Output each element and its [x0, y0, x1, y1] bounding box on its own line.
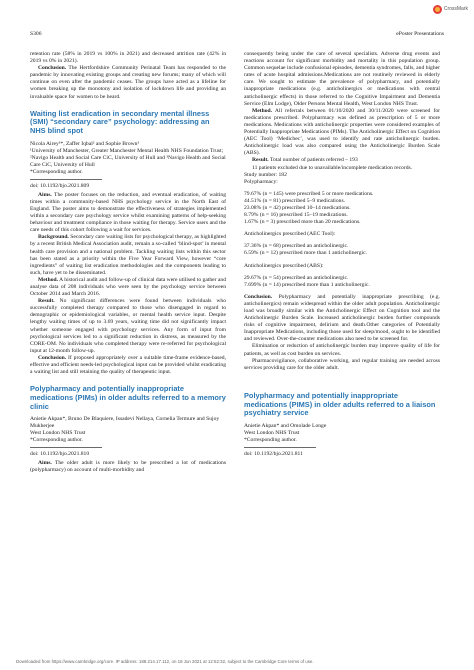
conclusion-paragraph-r [244, 294, 440, 344]
article-affiliation: ¹University of Manchester, Greater Manchester Mental Health NHS Foundation Trust; ²Navigo Health and Social Care CiC, University of Hull and ³Navigo Health and Social Care CiC, University of Hull [30, 147, 226, 168]
left-column [30, 51, 226, 475]
divider-3 [30, 447, 102, 448]
article-authors: Nicola Airey¹*, Zaffer Iqbal² and Sophie Brown³ [30, 140, 140, 147]
conclusion-label: Conclusion. [38, 65, 67, 72]
list-item: 7.699% (n = 14) prescribed more than 1 anticholinergic. [244, 281, 370, 288]
background-label: Background. [38, 234, 69, 241]
method-label: Method. [38, 276, 59, 283]
article-affiliation-4: West London NHS Trust [244, 429, 300, 436]
result-label: Result. [38, 298, 55, 305]
article-authors-4: Anietie Akpan* and Omolade Longe [244, 422, 327, 429]
page-number: S306 [30, 31, 42, 37]
method-paragraph [30, 277, 226, 298]
excluded-line: 11 patients excluded due to unavailable/incomplete medication records. [252, 164, 413, 171]
conclusion-paragraph [30, 65, 226, 100]
abs-heading: Anticholinergics prescribed (ABS): [244, 262, 324, 269]
conclusion-paragraph-2 [30, 355, 226, 376]
list-item: 23.08% (n = 42) prescribed 10–14 medications. [244, 204, 351, 211]
article-doi[interactable]: doi: 10.1192/bjo.2021.809 [30, 182, 90, 189]
crossmark-badge[interactable] [433, 4, 468, 14]
list-item: 37.36% (n = 68) prescribed an anticholinergic. [244, 243, 349, 250]
result-text: No significant differences were found between individuals who successfully completed therapy compared to those who disengaged in regard to demographic or epidemiological variables, or mental health service input. Despite lengthy waiting times of up to 3.69 years, waiting time did not significantly impact whether someone engaged with psychology services. Any form of input from psychological services led to a significant reduction in distress, as measured by the CORE-OM. No individuals who completed therapy were re-referred for psychological input at 12-month follow-up. [30, 298, 226, 354]
result-paragraph [30, 298, 226, 355]
article-authors-3: Anietie Akpan*, Bruno De Blaquiere, Issadevi Nellaya, Cornelia Termure and Sujoy Mukherjee [30, 416, 220, 430]
method-label-r: Method. [252, 107, 273, 114]
divider [30, 179, 102, 180]
method-text: A historical audit and follow-up of clinical data were utilised to gather and analyse data of 208 individuals who were seen by the psychology service between October 2014 and March 2016. [30, 276, 226, 298]
pharmacovigilance-paragraph: Pharmacovigilance, collaborative working, and regular training are needed across services providing care for the older adult. [244, 357, 440, 371]
article-title-liaison: Polypharmacy and potentially inappropriate medications (PIMS) in older adults referred to a liaison psychiatry service [244, 390, 436, 418]
result-text-r: Total number of patients referred – 193 [268, 157, 358, 164]
article-doi-3[interactable]: doi: 10.1192/bjo.2021.810 [30, 451, 90, 458]
list-item: 79.67% (n = 145) were prescribed 5 or more medications. [244, 190, 374, 197]
page-header [30, 30, 444, 42]
retention-paragraph: retention rate (58% in 2019 vs 100% in 2021) and decreased attrition rate (42% in 2019 vs 0% in 2021). [30, 51, 226, 65]
download-footer: Downloaded from https://www.cambridge.org/core. IP address: 188.214.17.112, on 18 Jun 2021 at 12:52:32, subject to the Cambridge Core terms of use. [16, 659, 314, 664]
result-paragraph-r [244, 157, 440, 164]
background-paragraph [30, 234, 226, 277]
article-title-memory-clinic: Polypharmacy and potentially inappropriate medications (PIMs) in older adults referred to a memory clinic [30, 384, 226, 411]
list-item: 8.79% (n = 16) prescribed 15–19 medications. [244, 212, 348, 219]
corresponding-author-4: *Corresponding author. [244, 436, 297, 443]
section-title: ePoster Presentations [396, 31, 444, 37]
conclusion-label-2: Conclusion. [38, 354, 67, 361]
elimination-paragraph: Elimination or reduction of anticholinergic burden may improve quality of life for patients, as well as cost burden on services. [244, 343, 440, 357]
conclusion-text-r: Polypharmacy and potentially inappropriate prescribing (e.g. anticholinergics) remain widespread within the older adult population. Anticholinergic load was broadly similar with the Anticholinergic Effect on Cognition tool and the Anticholinergic Burden Scale. Increased anticholinergic burden further compounds risks of cognitive impairment, delirium and death.Other categories of Potentially Inappropriate Medications, including those used for sleep/mood, ought to be identified and reviewed. Over-the-counter medications also need to be screened for. [244, 293, 440, 343]
conclusion-label-r: Conclusion. [244, 293, 273, 300]
article-affiliation-3: West London NHS Trust [30, 430, 86, 437]
article-doi-4[interactable]: doi: 10.1192/bjo.2021.811 [244, 450, 303, 457]
method-text-r: All referrals between 01/10/2020 and 30/11/2020 were screened for medications prescribed. Polypharmacy was defined as prescription of 5 or more medications. Medications with anticholinergic properties were considered examples of Potentially Inappropriate Medications (PIMs). The Anticholinergic Effect on Cognition (AEC Tool) ‘Medichec’, was used to identify and rate anticholinergic burden. Anticholinergic load was also compared using the Anticholinergic Burden Scale (ABS). [244, 107, 440, 157]
intro-paragraph: consequently being under the care of several specialists. Adverse drug events and reactions account for significant morbidity and mortality in this population group. Common sequelae include confusional episodes, dementia syndromes, falls, and higher rates of acute hospital admissions.Medications are not routinely reviewed in elderly care. We sought to estimate the prevalence of polypharmacy, and potentially inappropriate medications (e.g. anticholinergics or medications with central anticholinergic effects) in those referred to the Cognitive Impairment and Dementia Service (Elm Lodge), Older Persons Mental Health, West London NHS Trust. [244, 51, 440, 107]
crossmark-label: CrossMark [443, 6, 468, 12]
aims-paragraph [30, 192, 226, 235]
divider-4 [244, 447, 316, 448]
corresponding-author: *Corresponding author. [30, 168, 83, 175]
result-label-r: Result. [252, 157, 269, 164]
conclusion-text-2: If proposed appropriately over a suitable time-frame evidence-based, effective and efficient needs-led psychological input can be provided whilst eradicating a waiting list and still retaining the quality of therapeutic input. [30, 354, 226, 376]
aec-heading: Anticholinergics prescribed (AEC Tool): [244, 231, 336, 238]
aims-text-3: The older adult is more likely to be prescribed a lot of medications (polypharmacy) on account of multi-morbidity and [30, 460, 226, 474]
study-number: Study number: 182 [244, 171, 287, 178]
right-column [244, 51, 440, 460]
crossmark-icon [433, 5, 442, 14]
article-title-waiting-list: Waiting list eradication in secondary mental illness (SMI) “secondary care” psychology: addressing an NHS blind spot [30, 108, 210, 136]
aims-text: The poster focuses on the reduction, and eventual eradication, of waiting times within a community-based NHS psychology service in the North East of England. The poster aims to demonstrate the effectiveness of strategies implemented within a secondary care psychology service whilst examining patterns of help-seeking behaviour and treatment compliance in those waiting for therapy. Service users and the care needs of this cohort following a wait for services. [30, 191, 226, 234]
aims-paragraph-3 [30, 460, 226, 474]
aims-label-3: Aims. [38, 460, 52, 467]
method-paragraph-r [244, 108, 440, 158]
list-item: 29.67% (n = 54) prescribed an anticholinergic. [244, 274, 349, 281]
list-item: 44.51% (n = 81) prescribed 5–9 medications. [244, 197, 346, 204]
list-item: 6.59% (n = 12) prescribed more than 1 anticholinergic. [244, 250, 367, 257]
corresponding-author-3: *Corresponding author. [30, 437, 83, 444]
list-item: 1.67% (n = 3) prescribed more than 20 medications. [244, 219, 361, 226]
conclusion-text: The Hertfordshire Community Perinatal Team has responded to the pandemic by innovating existing groups and creating new forums; many of which will continue on even after the pandemic ceases. The groups have acted as a lifeline for women breaking up the monotony and isolation of lockdown life and providing an invaluable space for women to be heard. [30, 65, 226, 100]
aims-label: Aims. [38, 191, 52, 198]
polypharmacy-heading: Polypharmacy: [244, 178, 278, 185]
background-text: Secondary care waiting lists for psychological therapy, as highlighted by a recent British Medical Association audit, remain a so-called ‘blind-spot’ in mental health care provision and a national problem. Tackling waiting lists within this sector has been stated as a priority within the Five Year Forward View, however “core ingredients” of waiting list eradication methodologies and the components leading to such, have yet to be disseminated. [30, 234, 226, 276]
